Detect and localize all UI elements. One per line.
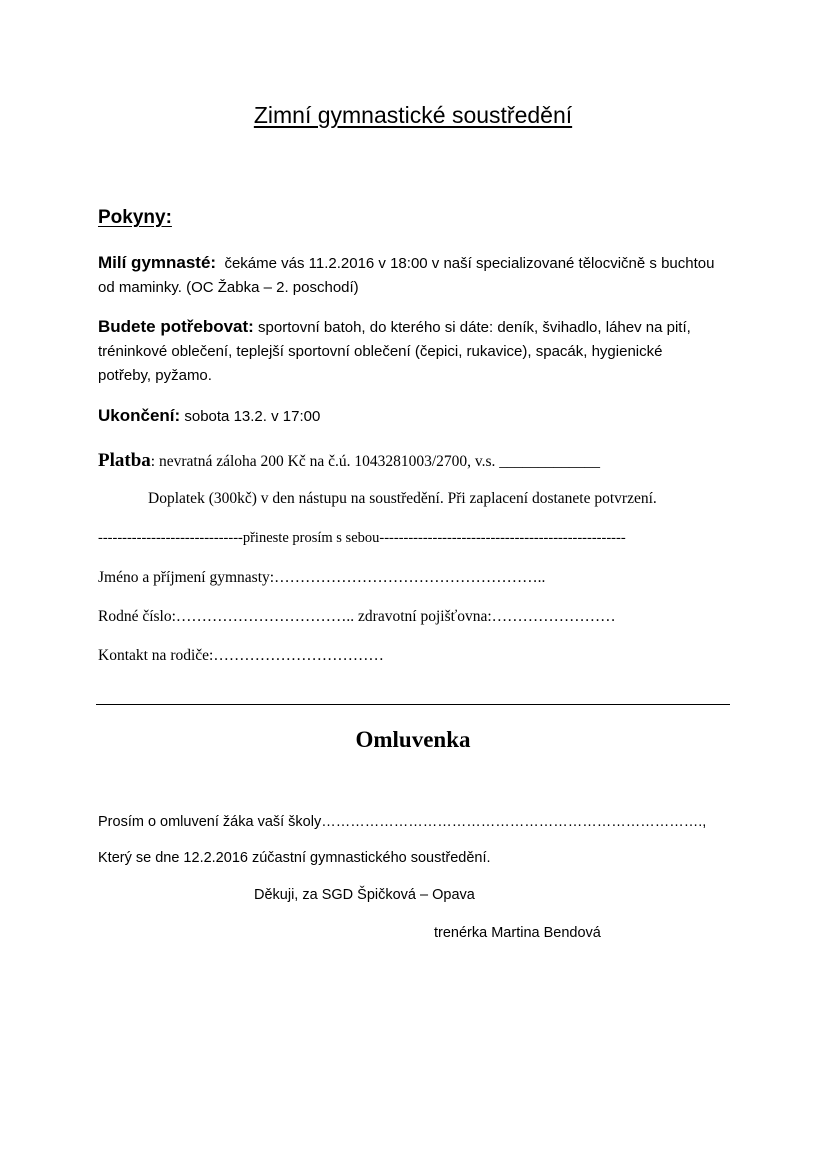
needs-label: Budete potřebovat: bbox=[98, 317, 254, 336]
parent-contact-field: Kontakt na rodiče:…………………………… bbox=[98, 647, 384, 664]
excuse-request: Prosím o omluvení žáka vaší školy……………………………………………………………………., bbox=[98, 814, 707, 830]
payment-line bbox=[98, 450, 600, 472]
payment-surcharge: Doplatek (300kč) v den nástupu na soustředění. Při zaplacení dostanete potvrzení. bbox=[148, 490, 657, 507]
excuse-participation: Který se dne 12.2.2016 zúčastní gymnastického soustředění. bbox=[98, 850, 491, 866]
greeting-text-line1: čekáme vás 11.2.2016 v 18:00 v naší specializované tělocvičně s buchtou bbox=[224, 255, 715, 272]
gymnast-name-field: Jméno a příjmení gymnasty:…………………………………………….. bbox=[98, 569, 546, 586]
end-text: sobota 13.2. v 17:00 bbox=[184, 408, 321, 425]
end-label: Ukončení: bbox=[98, 406, 181, 425]
document-title: Zimní gymnastické soustředění bbox=[253, 102, 573, 128]
instructions-heading: Pokyny: bbox=[98, 207, 172, 228]
form-separator: ------------------------------přineste prosím s sebou--------------------------------------------------- bbox=[98, 530, 626, 546]
needs-text-line2: tréninkové oblečení, teplejší sportovní oblečení (čepici, rukavice), spacák, hygienické bbox=[98, 343, 663, 360]
excuse-heading: Omluvenka bbox=[355, 727, 471, 752]
payment-text: : nevratná záloha 200 Kč na č.ú. 1043281003/2700, v.s. _____________ bbox=[150, 453, 601, 470]
needs-text-line1: sportovní batoh, do kterého si dáte: deník, švihadlo, láhev na pití, bbox=[258, 319, 691, 336]
needs-text-line3: potřeby, pyžamo. bbox=[98, 367, 212, 384]
excuse-signature: trenérka Martina Bendová bbox=[434, 925, 601, 941]
needs-paragraph bbox=[98, 315, 738, 388]
greeting-paragraph bbox=[98, 251, 738, 300]
greeting-label: Milí gymnasté: bbox=[98, 253, 217, 272]
excuse-thanks: Děkuji, za SGD Špičková – Opava bbox=[254, 887, 475, 903]
section-divider bbox=[96, 704, 730, 705]
birth-insurance-field: Rodné číslo:…………………………….. zdravotní pojišťovna:…………………… bbox=[98, 608, 616, 625]
end-paragraph bbox=[98, 404, 738, 429]
greeting-text-line2: od maminky. (OC Žabka – 2. poschodí) bbox=[98, 279, 359, 296]
payment-label: Platba bbox=[98, 450, 151, 471]
